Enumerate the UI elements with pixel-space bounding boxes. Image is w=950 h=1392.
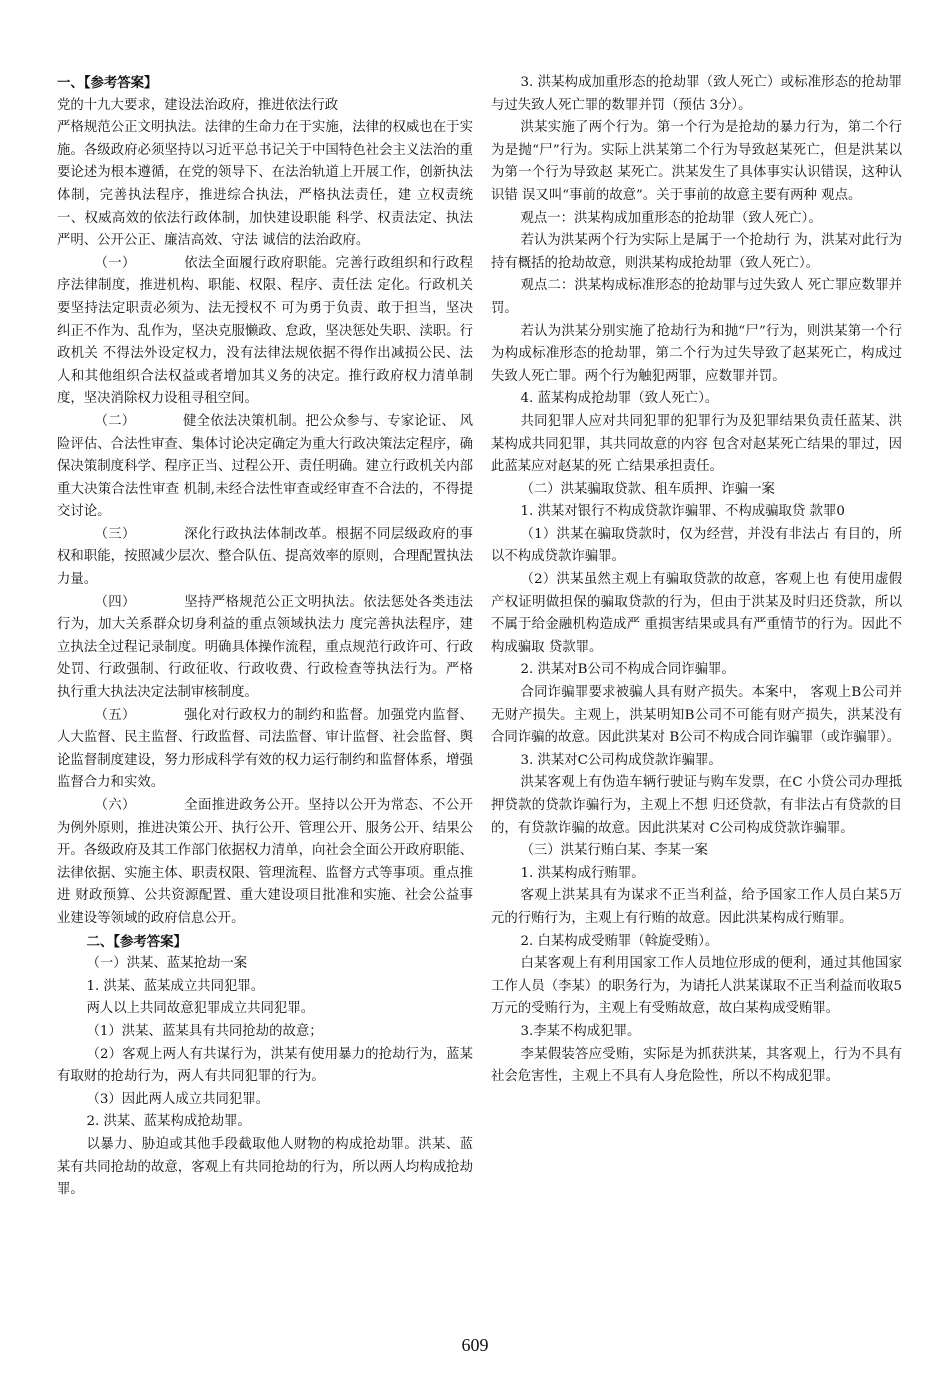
left-column xyxy=(57,72,473,1202)
right-column-paragraph: （2）洪某虽然主观上有骗取贷款的故意，客观上也 有使用虚假产权证明做担保的骗取贷款的行为，但由于洪某及时归还贷款，所以不属于给金融机构造成严 重损害结果或具有严重情节的行为。因此不构成骗取 贷款罪。 xyxy=(491,572,902,655)
right-column xyxy=(491,72,902,1089)
right-column-paragraph: 洪某客观上有伪造车辆行驶证与购车发票，在C 小贷公司办理抵押贷款的贷款诈骗行为，主观上不想 归还贷款，有非法占有贷款的目的，有贷款诈骗的故意。因此洪某对 C公司构成贷款诈骗罪。 xyxy=(491,775,902,836)
right-column-paragraph: 3. 洪某对C公司构成贷款诈骗罪。 xyxy=(520,752,722,768)
left-column-paragraph: 一、【参考答案】 xyxy=(57,75,158,91)
right-column-paragraph: （二）洪某骗取贷款、租车质押、诈骗一案 xyxy=(520,481,775,497)
left-column-paragraph: 二、【参考答案】 xyxy=(86,933,187,950)
left-column-paragraph: 2. 洪某、蓝某构成抢劫罪。 xyxy=(86,1114,251,1130)
left-column-paragraph: （1）洪某、蓝某具有共同抢劫的故意； xyxy=(86,1023,323,1039)
left-column-paragraph: 党的十九大要求，建设法治政府，推进依法行政 xyxy=(57,97,339,113)
right-column-paragraph: 观点二：洪某构成标准形态的抢劫罪与过失致人 死亡罪应数罪并罚。 xyxy=(491,278,902,316)
right-column-paragraph: 合同诈骗罪要求被骗人具有财产损失。本案中， 客观上B公司并无财产损失。主观上，洪某明知B公司不可能有财产损失，洪某没有合同诈骗的故意。因此洪某对 B公司不构成合同诈骗罪（或诈骗罪）。 xyxy=(491,685,902,746)
left-column-paragraph: 严格规范公正文明执法。法律的生命力在于实施，法律的权威也在于实施。各级政府必须坚持以习近平总书记关于中国特色社会主义法治的重要论述为根本遵循，在党的领导下、在法治轨道上开展工作，创新执法 体制，完善执法程序，推进综合执法，严格执法责任，建 立权责统一、权威高效的依法行政体制，加快建设职能 科学、权责法定、执法严明、公开公正、廉洁高效、守法 诚信的法治政府。 xyxy=(57,120,473,249)
right-column-paragraph: 共同犯罪人应对共同犯罪的犯罪行为及犯罪结果负责任蓝某、洪某构成共同犯罪，其共同故意的内容 包含对赵某死亡结果的罪过，因此蓝某应对赵某的死 亡结果承担责任。 xyxy=(491,413,902,475)
right-column-paragraph: 4. 蓝某构成抢劫罪（致人死亡）。 xyxy=(520,391,719,407)
right-column-paragraph: （三）洪某行贿白某、李某一案 xyxy=(520,843,708,859)
left-column-paragraph: （六） 全面推进政务公开。坚持以公开为常态、不公开为例外原则，推进决策公开、执行公开、管理公开、服务公开、结果公开。各级政府及其工作部门依据权力清单，向社会全面公开政府职能、法律依据、实施主体、职责权限、管理流程、监督方式等事项。重点推进 财政预算、公共资源配置、重大建设项目批准和实施、社会公益事业建设等领域的政府信息公开。 xyxy=(57,798,473,926)
left-column-paragraph: 以暴力、胁迫或其他手段截取他人财物的构成抢劫罪。洪某、蓝某有共同抢劫的故意，客观上有共同抢劫的行为，所以两人均构成抢劫罪。 xyxy=(57,1136,473,1198)
left-column-paragraph: （四） 坚持严格规范公正文明执法。依法惩处各类违法行为，加大关系群众切身利益的重点领域执法力 度完善执法程序，建立执法全过程记录制度。明确具体操作流程，重点规范行政许可、行政处罚、行政强制、行政征收、行政收费、行政检查等执法行为。严格 执行重大执法决定法制审核制度。 xyxy=(57,594,473,701)
right-column-paragraph: 2. 白某构成受贿罪（斡旋受贿）。 xyxy=(520,933,719,949)
page-number: 609 xyxy=(461,1335,489,1355)
right-column-paragraph: 2. 洪某对B公司不构成合同诈骗罪。 xyxy=(520,662,735,678)
right-column-paragraph: 白某客观上有利用国家工作人员地位形成的便利，通过其他国家工作人员（李某）的职务行为，为请托人洪某谋取不正当利益而收取5万元的受贿行为，主观上有受贿故意，故白某构成受贿罪。 xyxy=(491,956,902,1017)
left-column-paragraph: （五） 强化对行政权力的制约和监督。加强党内监督、人大监督、民主监督、行政监督、司法监督、审计监督、社会监督、舆论监督制度建设，努力形成科学有效的权力运行制约和监督体系，增强监督合力和实效。 xyxy=(57,707,473,791)
left-column-paragraph: （3）因此两人成立共同犯罪。 xyxy=(86,1091,270,1107)
right-column-paragraph: 若认为洪某两个行为实际上是属于一个抢劫行 为，洪某对此行为持有概括的抢劫故意，则洪某构成抢劫罪（致人死亡）。 xyxy=(491,233,902,271)
left-column-paragraph: （三） 深化行政执法体制改革。根据不同层级政府的事权和职能，按照减少层次、整合队伍、提高效率的原则，合理配置执法力量。 xyxy=(57,526,473,588)
left-column-paragraph: （一）洪某、蓝某抢劫一案 xyxy=(86,956,248,972)
right-column-paragraph: 若认为洪某分别实施了抢劫行为和抛“尸”行为，则洪某第一个行为构成标准形态的抢劫罪，第二个行为过失导致了赵某死亡，构成过失致人死亡罪。两个行为触犯两罪，应数罪并罚。 xyxy=(491,323,902,384)
right-column-paragraph: 1. 洪某对银行不构成贷款诈骗罪、不构成骗取贷 款罪0 xyxy=(520,504,845,520)
right-column-paragraph: 洪某实施了两个行为。第一个行为是抢劫的暴力行为，第二个行为是抛“尸”行为。实际上洪某第二个行为导致赵某死亡，但是洪某以为第一个行为导致赵 某死亡。洪某发生了具体事实认识错误，这种认识错 误又叫“事前的故意”。关于事前的故意主要有两种 观点。 xyxy=(491,120,902,203)
left-column-paragraph: （二） 健全依法决策机制。把公众参与、专家论证、 风险评估、合法性审查、集体讨论决定确定为重大行政决策法定程序，确保决策制度科学、程序正当、过程公开、责任明确。建立行政机关内部重大决策合法性审查 机制,未经合法性审查或经审查不合法的，不得提交讨论。 xyxy=(57,413,473,520)
left-column-paragraph: （一） 依法全面履行政府职能。完善行政组织和行政程序法律制度，推进机构、职能、权限、程序、责任法 定化。行政机关要坚持法定职责必须为、法无授权不 可为勇于负责、敢于担当，坚决纠正不作为、乱作为，坚决克服懒政、怠政，坚决惩处失职、渎职。行政机关 不得法外设定权力，没有法律法规依据不得作出减损公民、法人和其他组织合法权益或者增加其义务的决定。推行政府权力清单制度，坚决消除权力设租寻租空间。 xyxy=(57,255,473,407)
left-column-paragraph: （2）客观上两人有共谋行为，洪某有使用暴力的抢劫行为，蓝某有取财的抢劫行为，两人有共同犯罪的行为。 xyxy=(57,1046,473,1085)
right-column-paragraph: 李某假装答应受贿，实际是为抓获洪某，其客观上，行为不具有社会危害性，主观上不具有人身危险性，所以不构成犯罪。 xyxy=(491,1046,902,1085)
right-column-paragraph: 3. 洪某构成加重形态的抢劫罪（致人死亡）或标准形态的抢劫罪与过失致人死亡罪的数罪并罚（预估 3分）。 xyxy=(491,75,902,113)
right-column-paragraph: 1. 洪某构成行贿罪。 xyxy=(520,865,645,881)
right-column-paragraph: 客观上洪某具有为谋求不正当利益，给予国家工作人员白某5万元的行贿行为，主观上有行贿的故意。因此洪某构成行贿罪。 xyxy=(491,888,902,926)
left-column-paragraph: 两人以上共同故意犯罪成立共同犯罪。 xyxy=(86,1001,315,1017)
right-column-paragraph: 观点一：洪某构成加重形态的抢劫罪（致人死亡）。 xyxy=(520,210,822,226)
right-column-paragraph: （1）洪某在骗取贷款时，仅为经营，并没有非法占 有目的，所以不构成贷款诈骗罪。 xyxy=(491,526,902,565)
right-column-paragraph: 3.李某不构成犯罪。 xyxy=(520,1023,641,1039)
left-column-paragraph: 1. 洪某、蓝某成立共同犯罪。 xyxy=(86,978,265,994)
